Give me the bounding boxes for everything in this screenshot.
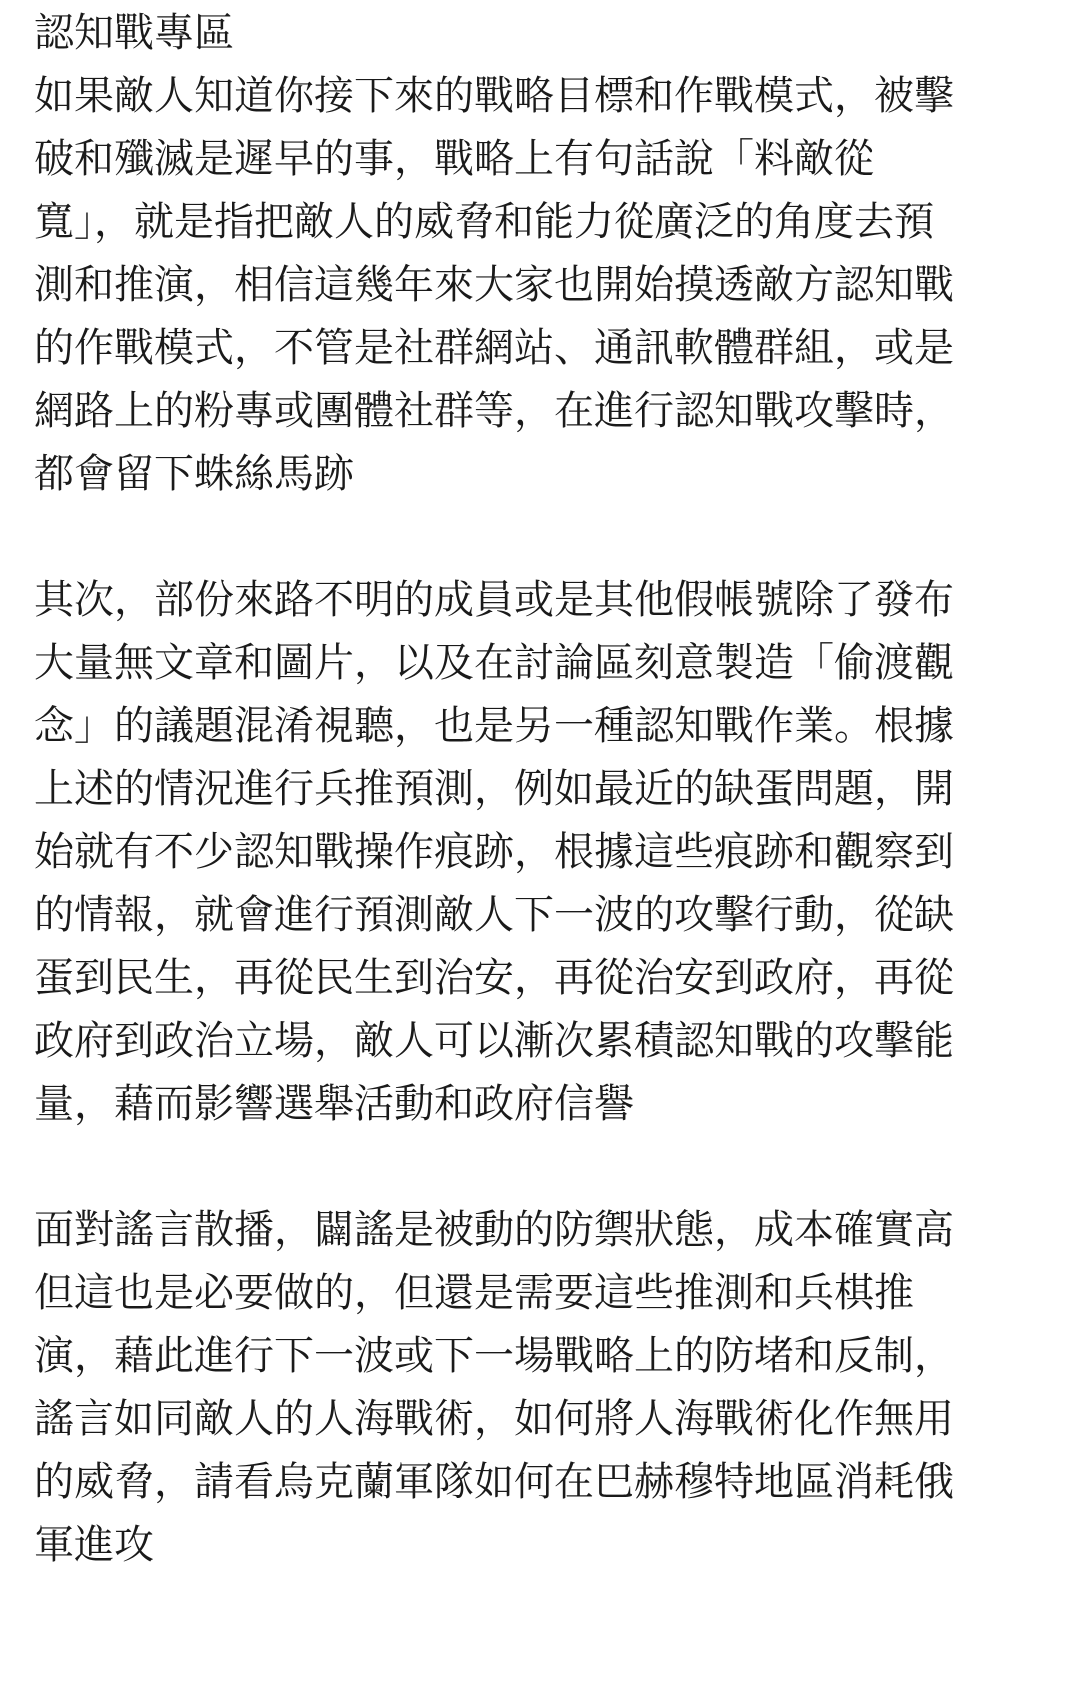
paragraph-2 xyxy=(34,569,1054,1136)
paragraph-line: 測和推演，相信這幾年來大家也開始摸透敵方認知戰 xyxy=(34,262,954,308)
paragraph-line: 的威脅，請看烏克蘭軍隊如何在巴赫穆特地區消耗俄 xyxy=(34,1459,954,1505)
paragraph-line: 上述的情況進行兵推預測，例如最近的缺蛋問題，開 xyxy=(34,766,954,812)
paragraph-line: 面對謠言散播，闢謠是被動的防禦狀態，成本確實高 xyxy=(34,1207,954,1253)
post-body xyxy=(34,2,1054,1577)
post-title: 認知戰專區 xyxy=(34,10,234,56)
paragraph-1 xyxy=(34,65,1054,506)
paragraph-line: 蛋到民生，再從民生到治安，再從治安到政府，再從 xyxy=(34,955,954,1001)
paragraph-line: 寬」，就是指把敵人的威脅和能力從廣泛的角度去預 xyxy=(34,199,934,245)
paragraph-gap xyxy=(34,1136,1054,1199)
paragraph-line: 的情報，就會進行預測敵人下一波的攻擊行動，從缺 xyxy=(34,892,954,938)
paragraph-3 xyxy=(34,1199,1054,1577)
paragraph-line: 網路上的粉專或團體社群等，在進行認知戰攻擊時， xyxy=(34,388,954,434)
paragraph-line: 都會留下蛛絲馬跡 xyxy=(34,451,354,497)
paragraph-line: 演，藉此進行下一波或下一場戰略上的防堵和反制， xyxy=(34,1333,954,1379)
paragraph-line: 始就有不少認知戰操作痕跡，根據這些痕跡和觀察到 xyxy=(34,829,954,875)
paragraph-line: 軍進攻 xyxy=(34,1522,154,1568)
paragraph-line: 如果敵人知道你接下來的戰略目標和作戰模式，被擊 xyxy=(34,73,954,119)
paragraph-line: 量，藉而影響選舉活動和政府信譽 xyxy=(34,1081,634,1127)
paragraph-line: 念」的議題混淆視聽，也是另一種認知戰作業。根據 xyxy=(34,703,954,749)
paragraph-line: 政府到政治立場，敵人可以漸次累積認知戰的攻擊能 xyxy=(34,1018,954,1064)
paragraph-line: 其次，部份來路不明的成員或是其他假帳號除了發布 xyxy=(34,577,954,623)
paragraph-line: 大量無文章和圖片，以及在討論區刻意製造「偷渡觀 xyxy=(34,640,954,686)
paragraph-gap xyxy=(34,506,1054,569)
paragraph-line: 但這也是必要做的，但還是需要這些推測和兵棋推 xyxy=(34,1270,914,1316)
paragraph-line: 破和殲滅是遲早的事，戰略上有句話說「料敵從 xyxy=(34,136,874,182)
paragraph-line: 謠言如同敵人的人海戰術，如何將人海戰術化作無用 xyxy=(34,1396,954,1442)
paragraph-line: 的作戰模式，不管是社群網站、通訊軟體群組，或是 xyxy=(34,325,954,371)
